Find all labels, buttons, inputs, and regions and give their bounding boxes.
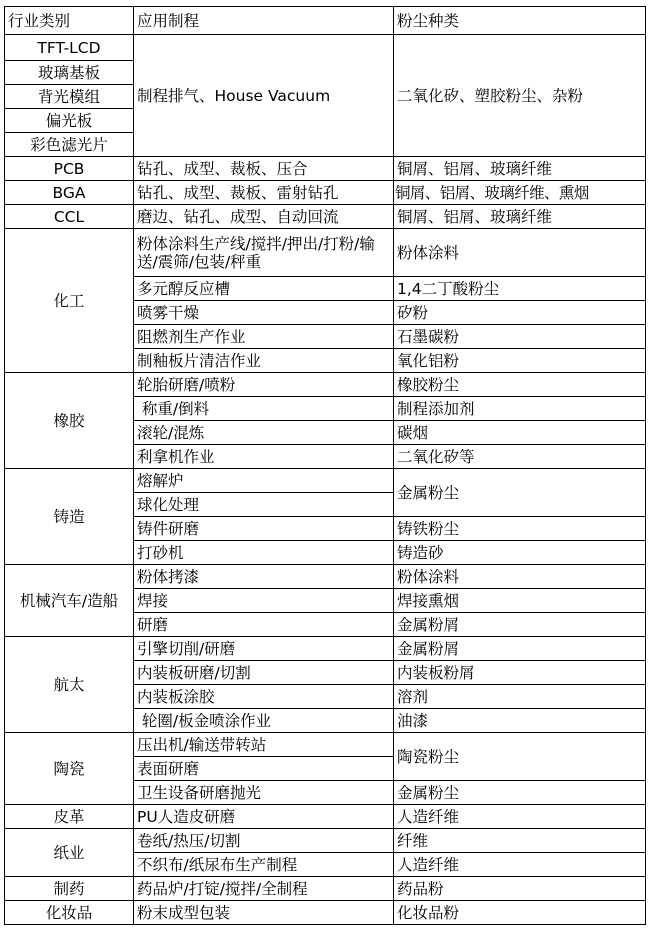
dust-cell: 溶剂 [394,685,646,709]
table-row [5,181,646,205]
dust-cell: 金属粉尘 [394,469,646,517]
dust-cell: 石墨碳粉 [394,325,646,349]
table-row [5,733,646,757]
process-cell: 熔解炉 [134,469,394,493]
table-row [5,877,646,901]
category-cell: 机械汽车/造船 [5,565,134,637]
process-cell: 焊接 [134,589,394,613]
dust-cell: 铜屑、铝屑、玻璃纤维、熏烟 [394,181,646,205]
category-cell: 纸业 [5,829,134,877]
process-cell: 磨边、钻孔、成型、自动回流 [134,205,394,229]
header-dust: 粉尘种类 [394,7,646,35]
dust-cell: 铸铁粉尘 [394,517,646,541]
dust-cell: 药品粉 [394,877,646,901]
process-cell: 内装板涂胶 [134,685,394,709]
process-cell: 药品炉/打锭/搅拌/全制程 [134,877,394,901]
category-cell: 化工 [5,229,134,373]
table-row [5,157,646,181]
process-cell: 轮圈/板金喷涂作业 [134,709,394,733]
process-cell: PU人造皮研磨 [134,805,394,829]
process-cell: 阻燃剂生产作业 [134,325,394,349]
process-cell: 粉末成型包装 [134,901,394,925]
category-cell: PCB [5,157,134,181]
table-row [5,229,646,277]
process-cell: 内装板研磨/切割 [134,661,394,685]
dust-cell: 二氧化矽、塑胶粉尘、杂粉 [394,35,646,157]
dust-cell: 制程添加剂 [394,397,646,421]
dust-cell: 金属粉尘 [394,781,646,805]
process-cell: 钻孔、成型、裁板、雷射钻孔 [134,181,394,205]
dust-cell: 人造纤维 [394,853,646,877]
process-cell: 卫生设备研磨抛光 [134,781,394,805]
category-cell: 铸造 [5,469,134,565]
subcat-cell: 偏光板 [5,109,134,133]
dust-cell: 纤维 [394,829,646,853]
process-cell: 喷雾干燥 [134,301,394,325]
process-cell: 利拿机作业 [134,445,394,469]
dust-cell: 矽粉 [394,301,646,325]
category-cell: 皮革 [5,805,134,829]
process-cell: 不织布/纸尿布生产制程 [134,853,394,877]
table-row [5,829,646,853]
dust-cell: 氧化铝粉 [394,349,646,373]
table-row [5,35,646,61]
process-cell: 表面研磨 [134,757,394,781]
dust-cell: 化妆品粉 [394,901,646,925]
process-cell: 滚轮/混炼 [134,421,394,445]
process-cell: 称重/倒料 [134,397,394,421]
subcat-cell: 背光模组 [5,85,134,109]
process-cell: 压出机/输送带转站 [134,733,394,757]
dust-cell: 二氧化矽等 [394,445,646,469]
dust-cell: 粉体涂料 [394,229,646,277]
process-cell: 铸件研磨 [134,517,394,541]
dust-cell: 油漆 [394,709,646,733]
table-row [5,469,646,493]
dust-cell: 陶瓷粉尘 [394,733,646,781]
dust-cell: 铸造砂 [394,541,646,565]
dust-cell: 金属粉屑 [394,637,646,661]
table-row [5,805,646,829]
process-cell: 研磨 [134,613,394,637]
header-process: 应用制程 [134,7,394,35]
header-industry: 行业类别 [5,7,134,35]
table-row [5,565,646,589]
dust-cell: 碳烟 [394,421,646,445]
process-cell: 制釉板片清洁作业 [134,349,394,373]
category-cell: CCL [5,205,134,229]
process-cell: 钻孔、成型、裁板、压合 [134,157,394,181]
dust-cell: 人造纤维 [394,805,646,829]
category-cell: 陶瓷 [5,733,134,805]
dust-cell: 1,4二丁酸粉尘 [394,277,646,301]
dust-cell: 金属粉屑 [394,613,646,637]
process-cell: 打砂机 [134,541,394,565]
header-row [5,7,646,35]
process-cell: 粉体拷漆 [134,565,394,589]
category-cell: 化妆品 [5,901,134,925]
table-row [5,373,646,397]
category-cell: 航太 [5,637,134,733]
dust-cell: 内装板粉屑 [394,661,646,685]
category-cell: BGA [5,181,134,205]
dust-cell: 焊接熏烟 [394,589,646,613]
table-row [5,637,646,661]
dust-cell: 铜屑、铝屑、玻璃纤维 [394,205,646,229]
process-cell: 卷纸/热压/切割 [134,829,394,853]
process-cell: 球化处理 [134,493,394,517]
subcat-cell: 玻璃基板 [5,61,134,85]
process-cell: 粉体涂料生产线/搅拌/押出/打粉/输送/震筛/包装/秤重 [134,229,394,277]
category-cell: 制药 [5,877,134,901]
table-row [5,205,646,229]
category-cell: 橡胶 [5,373,134,469]
table-row [5,901,646,925]
subcat-cell: 彩色滤光片 [5,133,134,157]
table-container [4,6,646,925]
process-cell: 多元醇反应槽 [134,277,394,301]
process-cell: 轮胎研磨/喷粉 [134,373,394,397]
dust-cell: 橡胶粉尘 [394,373,646,397]
process-cell: 制程排气、House Vacuum [134,35,394,157]
dust-cell: 铜屑、铝屑、玻璃纤维 [394,157,646,181]
subcat-cell: TFT-LCD [5,35,134,61]
process-cell: 引擎切削/研磨 [134,637,394,661]
dust-industry-table [4,6,646,925]
dust-cell: 粉体涂料 [394,565,646,589]
